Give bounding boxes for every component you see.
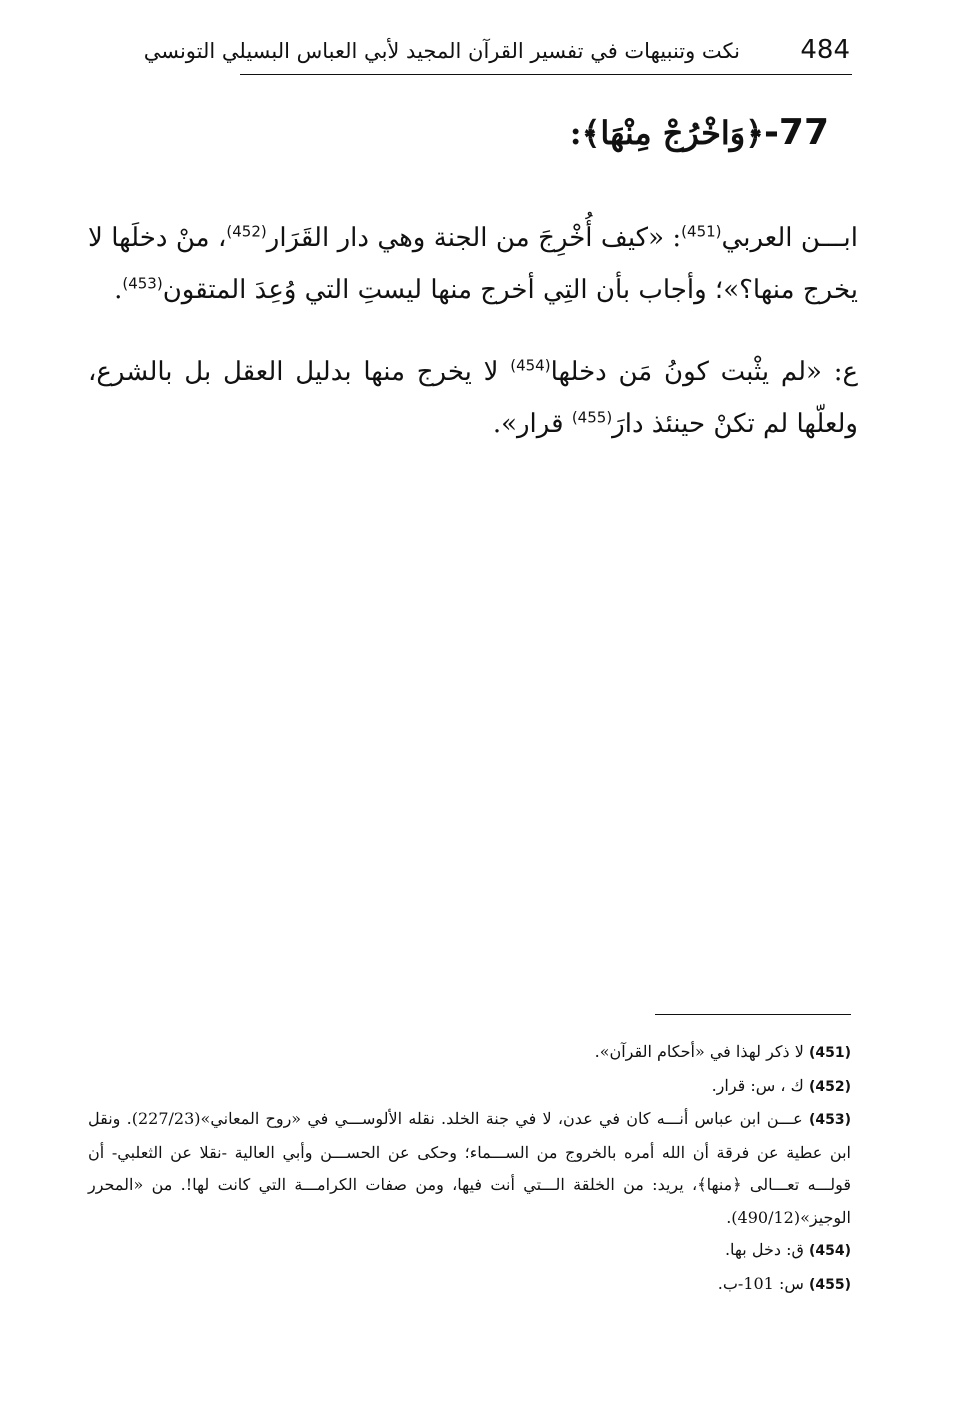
footnote-text: عـــن ابن عباس أنـــه كان في عدن، لا في جنة الخلد. نقله الألوســـي في «روح المعاني»(227/23). ونقل ابن عطية عن فرقة أن الله أمره بالخروج من الســـماء؛ وحكى عن الحســـن وأبي العالية -نقلا عن الثعلبي- أن قولـــه تعـــالى ﴿منها﴾، يريد: من الخلقة الـــتي أنت فيها، ومن صفات الكرامـــة التي كانت لها!. من «المحرر الوجيز»(490/12). <box>88 1109 851 1227</box>
body-paragraph-2 <box>88 346 858 450</box>
footnote-number: (453) <box>808 1112 851 1128</box>
paragraph-text: ابـــن العربي <box>721 223 859 253</box>
paragraph-text: ، منْ دخلَها لا يخرج منها؟»؛ وأجاب بأن التِي أخرج منها ليستِ التي وُعِدَ المتقون <box>88 223 858 305</box>
body-paragraph-1 <box>88 212 858 316</box>
running-header <box>143 34 852 75</box>
section-number: 77- <box>763 112 829 153</box>
footnote <box>88 1070 851 1104</box>
footnote-separator <box>655 1014 851 1015</box>
footnote-ref-451[interactable]: (451) <box>681 222 722 241</box>
paragraph-text: ع: «لم يثْبت كونُ مَن دخلها <box>550 357 858 387</box>
paragraph-text: قرار». <box>492 409 572 439</box>
footnote-number: (454) <box>808 1243 851 1259</box>
footnote-text: ك ، س: قرار. <box>711 1075 809 1095</box>
footnote-ref-454[interactable]: (454) <box>510 356 551 375</box>
footnotes <box>88 1036 851 1301</box>
footnote <box>88 1036 851 1070</box>
footnote <box>88 1268 851 1302</box>
footnote-text: لا ذكر لهذا في «أحكام القرآن». <box>594 1042 809 1061</box>
footnote-text: ق: دخل بها. <box>724 1240 809 1259</box>
running-title: نكت وتنبيهات في تفسير القرآن المجيد لأبي العباس البسيلي التونسي <box>143 39 740 63</box>
footnote-number: (455) <box>808 1276 851 1293</box>
paragraph-text: : «كيف أُخْرِجَ من الجنة وهي دار القَرَار <box>266 223 682 253</box>
footnote-ref-453[interactable]: (453) <box>122 274 163 293</box>
footnote <box>88 1234 851 1268</box>
footnote-number: (451) <box>808 1045 851 1061</box>
paragraph-text: . <box>114 275 123 305</box>
footnote-number: (452) <box>808 1078 851 1095</box>
section-verse: ﴿وَاخْرُجْ مِنْهَا﴾: <box>569 114 764 152</box>
footnote-text: س: 101-ب. <box>717 1273 809 1293</box>
footnote-ref-455[interactable]: (455) <box>571 408 613 427</box>
paragraph-text: لا يخرج منها بدليل العقل بل بالشرع، ولعلّها لم تكنْ حينئذ دارَ <box>88 357 858 439</box>
section-heading <box>570 112 829 153</box>
footnote-ref-452[interactable]: (452) <box>226 222 267 241</box>
page-number: 484 <box>800 35 850 65</box>
footnote <box>88 1103 851 1234</box>
